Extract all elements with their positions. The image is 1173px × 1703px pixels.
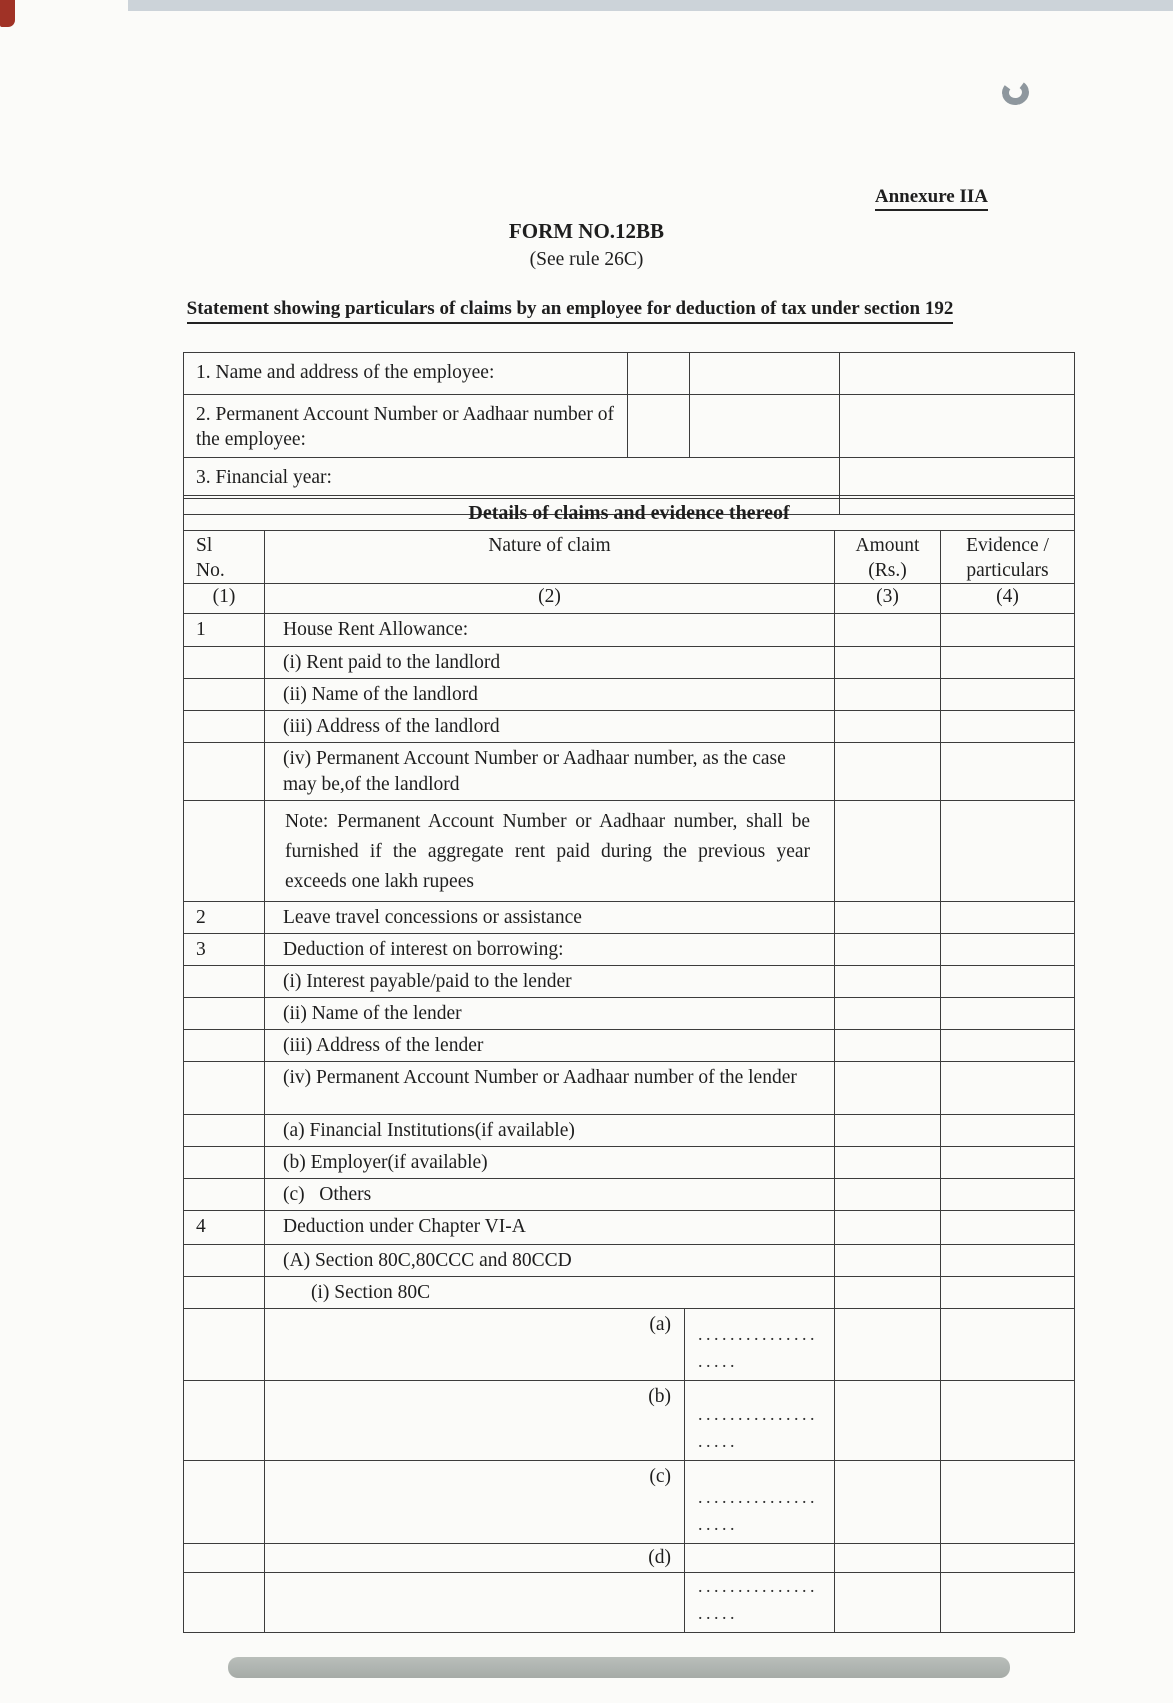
column-number-2: (2) [264, 584, 834, 613]
amount-cell [834, 1245, 940, 1276]
evidence-cell [940, 1062, 1074, 1114]
financial-year-row [184, 457, 1074, 495]
column-number-1: (1) [212, 586, 236, 607]
evidence-cell [940, 1277, 1074, 1308]
amount-cell [834, 711, 940, 742]
claims-row [184, 1244, 1074, 1276]
sl-cell [184, 998, 264, 1029]
nature-cell: Note: Permanent Account Number or Aadhaar number, shall be furnished if the aggregate rent paid during the previous year exceeds one lakh rupees [264, 801, 834, 901]
employee-pan-cell-1 [627, 395, 689, 457]
header-amount-line1: Amount [855, 535, 920, 556]
evidence-cell [940, 902, 1074, 933]
evidence-cell [940, 1211, 1074, 1244]
letter-label: (b) [648, 1386, 671, 1407]
header-amount-line2: (Rs.) [868, 560, 907, 581]
claims-row [184, 1114, 1074, 1146]
sl-cell [184, 1309, 264, 1380]
nature-cell: (ii) Name of the landlord [264, 679, 834, 710]
sl-cell [184, 1062, 264, 1114]
evidence-cell [940, 1461, 1074, 1543]
employee-name-cell-2 [689, 353, 839, 394]
amount-cell [834, 998, 940, 1029]
evidence-cell [940, 1245, 1074, 1276]
claims-row [184, 1276, 1074, 1308]
evidence-cell [940, 966, 1074, 997]
dotted-line-short: ..... [698, 1514, 738, 1534]
sl-cell [184, 711, 264, 742]
header-nature-of-claim [264, 531, 834, 583]
scan-smudge-mark [1000, 78, 1030, 107]
claims-row [184, 1061, 1074, 1114]
nature-cell [264, 1309, 834, 1380]
evidence-cell [940, 934, 1074, 965]
evidence-cell [940, 1147, 1074, 1178]
dotted-line-short: ..... [698, 1431, 738, 1451]
amount-cell [834, 1115, 940, 1146]
sl-cell [184, 1030, 264, 1061]
dotted-line-short: ..... [698, 1351, 738, 1371]
sl-cell: 2 [196, 907, 206, 928]
nature-cell: Deduction of interest on borrowing: [264, 934, 834, 965]
sl-cell: 1 [196, 619, 206, 640]
employee-pan-label: 2. Permanent Account Number or Aadhaar number of the employee: [196, 404, 615, 450]
claims-row [184, 1146, 1074, 1178]
employee-info-table [183, 352, 1075, 515]
sl-cell [184, 1245, 264, 1276]
financial-year-cell [839, 458, 1074, 495]
dotted-line-long: ............... [698, 1576, 818, 1596]
statement-title [0, 298, 1140, 324]
nature-cell: (b) Employer(if available) [264, 1147, 834, 1178]
claims-row [184, 1572, 1074, 1632]
claims-row [184, 1210, 1074, 1244]
evidence-cell [940, 743, 1074, 800]
amount-cell [834, 1030, 940, 1061]
dotted-line-long: ............... [698, 1487, 818, 1507]
sl-cell [184, 1179, 264, 1210]
claims-row [184, 710, 1074, 742]
employee-pan-cell-3 [839, 395, 1074, 457]
claims-row [184, 1308, 1074, 1380]
claims-row [184, 933, 1074, 965]
evidence-cell [940, 1544, 1074, 1572]
amount-cell [834, 801, 940, 901]
employee-name-label: 1. Name and address of the employee: [196, 362, 495, 383]
amount-cell [834, 934, 940, 965]
header-sl-line1: Sl [196, 535, 213, 556]
claims-row [184, 1380, 1074, 1460]
claims-row [184, 678, 1074, 710]
employee-name-row [184, 353, 1074, 394]
amount-cell [834, 966, 940, 997]
nature-cell: (i) Rent paid to the landlord [264, 647, 834, 678]
claims-row [184, 1029, 1074, 1061]
nature-cell: (ii) Name of the lender [264, 998, 834, 1029]
sl-cell [184, 1544, 264, 1572]
claims-row [184, 800, 1074, 901]
dotted-entry-cell [684, 1461, 834, 1543]
header-evidence-line1: Evidence / [966, 535, 1049, 556]
sl-cell [184, 1461, 264, 1543]
header-amount [834, 531, 940, 583]
nature-cell: (i) Interest payable/paid to the lender [264, 966, 834, 997]
sl-cell: 3 [196, 939, 206, 960]
nature-cell: (c) Others [264, 1179, 834, 1210]
claims-row [184, 965, 1074, 997]
claims-row [184, 742, 1074, 800]
dotted-entry-cell [684, 1309, 834, 1380]
amount-cell [834, 647, 940, 678]
dotted-line-long: ............... [698, 1404, 818, 1424]
nature-cell: (iii) Address of the landlord [264, 711, 834, 742]
amount-cell [834, 1147, 940, 1178]
nature-cell [264, 1544, 834, 1572]
annexure-label: Annexure IIA [875, 186, 988, 211]
nature-cell [264, 1381, 834, 1460]
claims-row [184, 1460, 1074, 1543]
claims-table-title: Details of claims and evidence thereof [468, 502, 790, 524]
letter-label: (a) [649, 1314, 671, 1335]
sl-cell [184, 966, 264, 997]
amount-cell [834, 679, 940, 710]
letter-label: (c) [649, 1466, 671, 1487]
column-number-3: (3) [834, 584, 940, 613]
claims-row [184, 1178, 1074, 1210]
evidence-cell [940, 1115, 1074, 1146]
employee-name-cell-3 [839, 353, 1074, 394]
nature-cell: (iv) Permanent Account Number or Aadhaar number of the lender [264, 1062, 834, 1114]
sl-cell [184, 801, 264, 901]
evidence-cell [940, 1573, 1074, 1632]
claims-row [184, 646, 1074, 678]
evidence-cell [940, 1179, 1074, 1210]
amount-cell [834, 1277, 940, 1308]
evidence-cell [940, 711, 1074, 742]
nature-cell: (a) Financial Institutions(if available) [264, 1115, 834, 1146]
evidence-cell [940, 801, 1074, 901]
evidence-cell [940, 679, 1074, 710]
nature-cell: House Rent Allowance: [264, 614, 834, 646]
employee-name-cell-1 [627, 353, 689, 394]
financial-year-label: 3. Financial year: [196, 467, 332, 488]
nature-cell [264, 1573, 834, 1632]
claims-rows-container [184, 613, 1074, 1632]
amount-cell [834, 1573, 940, 1632]
header-evidence-line2: particulars [966, 560, 1049, 581]
sl-cell [184, 647, 264, 678]
dotted-entry-cell [684, 1544, 834, 1572]
sl-cell: 4 [196, 1216, 206, 1237]
statement-title-text: Statement showing particulars of claims by an employee for deduction of tax under section 192 [187, 298, 954, 324]
dotted-line-short: ..... [698, 1603, 738, 1623]
header-nature-line1: Nature of claim [488, 535, 611, 556]
nature-cell [264, 1461, 834, 1543]
amount-cell [834, 1381, 940, 1460]
scan-corner-mark [0, 0, 15, 27]
evidence-cell [940, 1381, 1074, 1460]
claims-row [184, 613, 1074, 646]
claims-row [184, 997, 1074, 1029]
header-sl-line2: No. [196, 560, 225, 581]
amount-cell [834, 743, 940, 800]
sl-cell [184, 1277, 264, 1308]
nature-cell: (iii) Address of the lender [264, 1030, 834, 1061]
claims-table [183, 498, 1075, 1633]
sl-cell [184, 743, 264, 800]
amount-cell [834, 614, 940, 646]
nature-cell: (A) Section 80C,80CCC and 80CCD [264, 1245, 834, 1276]
amount-cell [834, 1544, 940, 1572]
sl-cell [184, 1147, 264, 1178]
nature-cell: (iv) Permanent Account Number or Aadhaar number, as the case may be,of the landlord [264, 743, 834, 800]
evidence-cell [940, 998, 1074, 1029]
evidence-cell [940, 614, 1074, 646]
evidence-cell [940, 647, 1074, 678]
evidence-cell [940, 1309, 1074, 1380]
nature-cell: Deduction under Chapter VI-A [264, 1211, 834, 1244]
amount-cell [834, 1211, 940, 1244]
employee-pan-cell-2 [689, 395, 839, 457]
amount-cell [834, 1062, 940, 1114]
evidence-cell [940, 1030, 1074, 1061]
nature-cell: Leave travel concessions or assistance [264, 902, 834, 933]
dotted-entry-cell [684, 1573, 834, 1632]
scan-edge-band [128, 0, 1173, 11]
sl-cell [184, 1573, 264, 1632]
employee-pan-row [184, 394, 1074, 457]
amount-cell [834, 1461, 940, 1543]
claims-row [184, 901, 1074, 933]
letter-label: (d) [648, 1547, 671, 1568]
amount-cell [834, 902, 940, 933]
nature-cell: (i) Section 80C [264, 1277, 834, 1308]
sl-cell [184, 679, 264, 710]
amount-cell [834, 1179, 940, 1210]
dotted-line-long: ............... [698, 1324, 818, 1344]
column-number-row [184, 583, 1074, 613]
dotted-entry-cell [684, 1381, 834, 1460]
sl-cell [184, 1381, 264, 1460]
sl-cell [184, 1115, 264, 1146]
rule-reference: (See rule 26C) [529, 249, 644, 270]
scan-bottom-shadow [228, 1657, 1010, 1678]
header-evidence [940, 531, 1074, 583]
amount-cell [834, 1309, 940, 1380]
claims-table-header-row [184, 530, 1074, 583]
form-number-title: FORM NO.12BB [508, 219, 665, 243]
header-sl-no [184, 531, 264, 583]
letter-label [265, 1573, 684, 1632]
claims-row [184, 1543, 1074, 1572]
column-number-4: (4) [940, 584, 1074, 613]
